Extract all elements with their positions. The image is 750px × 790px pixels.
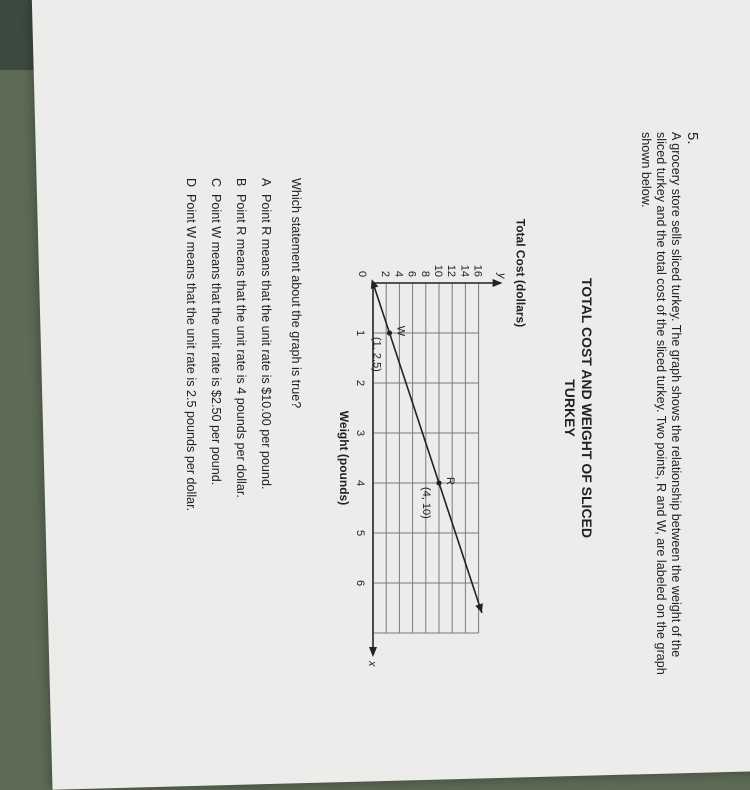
problem-text: A grocery store sells sliced turkey. The graph shows the relationship between the weight of the sliced turkey and the total cost of the sliced turkey. Two points, R and W, are labeled on the graph shown below. xyxy=(639,132,683,675)
y-tick-label: 6 xyxy=(405,270,418,277)
point-w xyxy=(387,330,392,335)
point-r xyxy=(436,480,441,485)
choice-b-letter: B xyxy=(234,178,248,187)
x-tick-label: 1 xyxy=(354,329,366,337)
choice-d-text: Point W means that the unit rate is 2.5 pounds per dollar. xyxy=(184,194,198,512)
y-tick-label: 10 xyxy=(432,264,444,277)
y-tick-label: 14 xyxy=(458,264,471,277)
question-text: Which statement about the graph is true? xyxy=(289,178,303,409)
choice-a-text: Point R means that the unit rate is $10.00 per pound. xyxy=(259,194,273,490)
x-tick-label: 3 xyxy=(354,429,366,437)
cost-line-arrow-start xyxy=(371,279,379,289)
y-tick-label: 2 xyxy=(379,270,392,277)
worksheet-content xyxy=(83,128,703,728)
choice-b-text: Point R means that the unit rate is 4 pounds per dollar. xyxy=(234,194,248,498)
choice-c-text: Point W means that the unit rate is $2.50 per pound. xyxy=(209,194,223,486)
point-r-coordinates: (4, 10) xyxy=(420,487,432,519)
choice-b[interactable] xyxy=(234,178,248,498)
y-tick-label: 16 xyxy=(471,264,484,277)
choice-a-letter: A xyxy=(259,178,273,187)
origin-label: 0 xyxy=(356,271,368,278)
point-r-name: R xyxy=(444,477,456,485)
choice-c-letter: C xyxy=(209,178,223,188)
y-axis-arrow xyxy=(493,279,503,287)
x-axis-symbol: x xyxy=(366,661,378,667)
cost-weight-chart xyxy=(337,128,703,728)
choice-c[interactable] xyxy=(209,178,223,485)
point-w-coordinates: (1, 2.5) xyxy=(370,337,383,372)
choice-d[interactable] xyxy=(184,178,198,511)
choice-d-letter: D xyxy=(184,178,198,188)
x-tick-label: 6 xyxy=(354,579,366,587)
x-tick-label: 5 xyxy=(354,529,366,537)
problem-number: 5. xyxy=(684,132,701,145)
chart-title: TOTAL COST AND WEIGHT OF SLICED TURKEY xyxy=(562,277,595,539)
y-axis-symbol: y xyxy=(495,273,508,279)
x-axis-label: Weight (pounds) xyxy=(337,410,351,506)
y-axis-label: Total Cost (dollars) xyxy=(513,218,528,328)
y-tick-label: 4 xyxy=(392,270,405,277)
y-tick-label: 8 xyxy=(418,270,431,277)
y-tick-label: 12 xyxy=(445,264,458,277)
x-tick-label: 2 xyxy=(354,379,366,387)
point-w-name: W xyxy=(394,325,407,337)
choice-a[interactable] xyxy=(259,178,273,489)
x-axis-arrow xyxy=(369,647,377,657)
x-tick-label: 4 xyxy=(354,479,366,487)
